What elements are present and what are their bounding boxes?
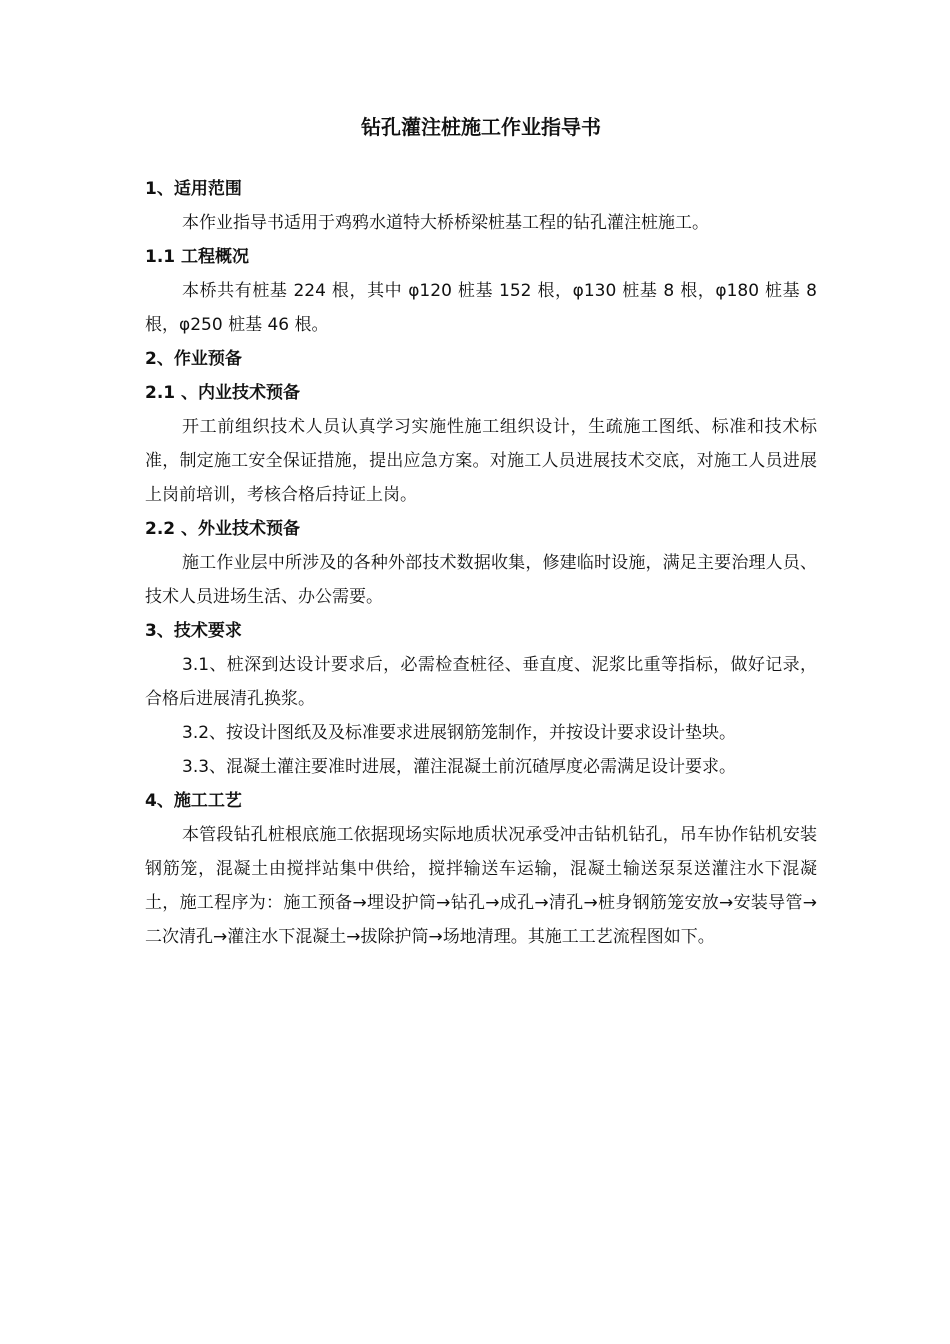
paragraph-requirement-3-2: 3.2、按设计图纸及及标准要求进展钢筋笼制作，并按设计要求设计垫块。 [182,723,737,743]
section-heading-preparation: 2、作业预备 [145,349,242,369]
paragraph-scope: 本作业指导书适用于鸡鸦水道特大桥桥梁桩基工程的钻孔灌注桩施工。 [182,213,709,233]
section-heading-process: 4、施工工艺 [145,791,242,811]
section-heading-scope: 1、适用范围 [145,179,242,199]
section-heading-overview: 1.1 工程概况 [145,247,250,267]
paragraph-overview: 本桥共有桩基 224 根，其中 φ120 桩基 152 根，φ130 桩基 8 根，φ180 桩基 8 根，φ250 桩基 46 根。 [145,281,817,335]
document-body [145,112,817,954]
paragraph-requirement-3-1: 3.1、桩深到达设计要求后，必需检查桩径、垂直度、泥浆比重等指标，做好记录，合格后进展清孔换浆。 [145,655,817,709]
section-heading-requirements: 3、技术要求 [145,621,242,641]
paragraph-external-prep: 施工作业层中所涉及的各种外部技术数据收集，修建临时设施，满足主要治理人员、技术人员进场生活、办公需要。 [145,553,817,607]
section-heading-internal-prep: 2.1 、内业技术预备 [145,383,301,403]
paragraph-process: 本管段钻孔桩根底施工依据现场实际地质状况承受冲击钻机钻孔，吊车协作钻机安装钢筋笼，混凝土由搅拌站集中供给，搅拌输送车运输，混凝土输送泵泵送灌注水下混凝土，施工程序为：施工预备→埋设护筒→钻孔→成孔→清孔→桩身钢筋笼安放→安装导管→二次清孔→灌注水下混凝土→拔除护筒→场地清理。其施工工艺流程图如下。 [145,825,817,947]
section-heading-external-prep: 2.2 、外业技术预备 [145,519,301,539]
document-title: 钻孔灌注桩施工作业指导书 [361,115,601,139]
paragraph-internal-prep: 开工前组织技术人员认真学习实施性施工组织设计，生疏施工图纸、标准和技术标准，制定施工安全保证措施，提出应急方案。对施工人员进展技术交底，对施工人员进展上岗前培训，考核合格后持证上岗。 [145,417,817,505]
paragraph-requirement-3-3: 3.3、混凝土灌注要准时进展，灌注混凝土前沉碴厚度必需满足设计要求。 [182,757,737,777]
